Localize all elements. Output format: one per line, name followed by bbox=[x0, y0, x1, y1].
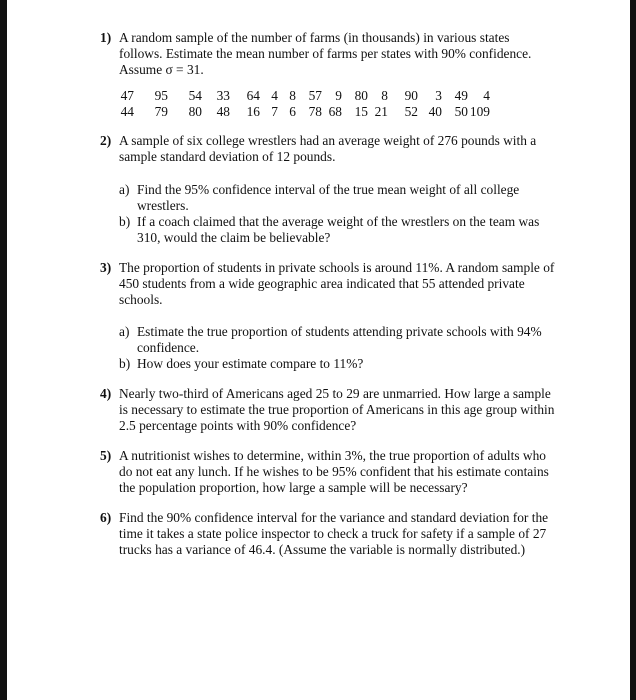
part-text: Estimate the true proportion of students attending private schools with 94% confidence. bbox=[137, 324, 542, 355]
question-3-part-b bbox=[119, 356, 555, 372]
question-number: 6) bbox=[100, 510, 112, 525]
question-number: 2) bbox=[100, 133, 112, 148]
data-cell: 95 bbox=[154, 88, 168, 103]
data-cell: 109 bbox=[469, 104, 490, 119]
data-cell: 52 bbox=[404, 104, 418, 119]
part-text: Find the 95% confidence interval of the true mean weight of all college wrestlers. bbox=[137, 182, 520, 213]
table-row bbox=[117, 104, 490, 120]
data-cell: 47 bbox=[120, 88, 134, 103]
part-label: b) bbox=[119, 214, 131, 229]
farms-data-table bbox=[117, 88, 490, 120]
data-cell: 78 bbox=[308, 104, 322, 119]
question-3 bbox=[100, 260, 555, 308]
question-text: A random sample of the number of farms (in thousands) in various states follows. Estimate the mean number of farms per states with 90% confidence. Assume σ = 31. bbox=[119, 30, 532, 77]
question-4 bbox=[100, 386, 555, 434]
question-text: A sample of six college wrestlers had an average weight of 276 pounds with a sample standard deviation of 12 pounds. bbox=[119, 133, 537, 164]
data-cell: 40 bbox=[428, 104, 442, 119]
table-row bbox=[117, 88, 490, 104]
data-cell: 48 bbox=[216, 104, 230, 119]
data-cell: 8 bbox=[289, 88, 296, 103]
data-cell: 50 bbox=[454, 104, 468, 119]
question-5 bbox=[100, 448, 555, 496]
data-cell: 80 bbox=[354, 88, 368, 103]
data-cell: 8 bbox=[381, 88, 388, 103]
data-cell: 6 bbox=[289, 104, 296, 119]
data-cell: 33 bbox=[216, 88, 230, 103]
question-2-part-b bbox=[119, 214, 555, 246]
data-cell: 90 bbox=[404, 88, 418, 103]
part-text: How does your estimate compare to 11%? bbox=[137, 356, 364, 371]
question-3-part-a bbox=[119, 324, 555, 356]
part-label: a) bbox=[119, 182, 130, 197]
data-cell: 21 bbox=[374, 104, 388, 119]
part-label: a) bbox=[119, 324, 130, 339]
right-border bbox=[630, 0, 636, 700]
question-2-part-a bbox=[119, 182, 555, 214]
question-text: A nutritionist wishes to determine, within 3%, the true proportion of adults who do not eat any lunch. If he wishes to be 95% confident that his estimate contains the population proportion, how large a sample will be necessary? bbox=[119, 448, 549, 495]
data-cell: 15 bbox=[354, 104, 368, 119]
data-cell: 4 bbox=[483, 88, 490, 103]
question-number: 1) bbox=[100, 30, 112, 45]
part-text: If a coach claimed that the average weight of the wrestlers on the team was 310, would the claim be believable? bbox=[137, 214, 540, 245]
left-border bbox=[0, 0, 7, 700]
question-text: Find the 90% confidence interval for the variance and standard deviation for the time it takes a state police inspector to check a truck for safety if a sample of 27 trucks has a variance of 46.4. (Assume the variable is normally distributed.) bbox=[119, 510, 549, 557]
question-text: The proportion of students in private schools is around 11%. A random sample of 450 students from a wide geographic area indicated that 55 attended private schools. bbox=[119, 260, 555, 307]
data-cell: 57 bbox=[308, 88, 322, 103]
question-number: 3) bbox=[100, 260, 112, 275]
data-cell: 4 bbox=[271, 88, 278, 103]
data-cell: 64 bbox=[246, 88, 260, 103]
document-page bbox=[100, 30, 555, 558]
data-cell: 54 bbox=[188, 88, 202, 103]
data-cell: 16 bbox=[246, 104, 260, 119]
question-number: 4) bbox=[100, 386, 112, 401]
data-cell: 68 bbox=[328, 104, 342, 119]
question-6 bbox=[100, 510, 555, 558]
question-number: 5) bbox=[100, 448, 112, 463]
question-2 bbox=[100, 133, 555, 165]
data-cell: 3 bbox=[435, 88, 442, 103]
data-cell: 9 bbox=[335, 88, 342, 103]
data-cell: 80 bbox=[188, 104, 202, 119]
data-cell: 44 bbox=[120, 104, 134, 119]
question-1 bbox=[100, 30, 555, 78]
part-label: b) bbox=[119, 356, 131, 371]
data-cell: 7 bbox=[271, 104, 278, 119]
question-text: Nearly two-third of Americans aged 25 to 29 are unmarried. How large a sample is necessary to estimate the true proportion of Americans in this age group within 2.5 percentage points with 90% confidence? bbox=[119, 386, 555, 433]
data-cell: 49 bbox=[454, 88, 468, 103]
data-cell: 79 bbox=[154, 104, 168, 119]
